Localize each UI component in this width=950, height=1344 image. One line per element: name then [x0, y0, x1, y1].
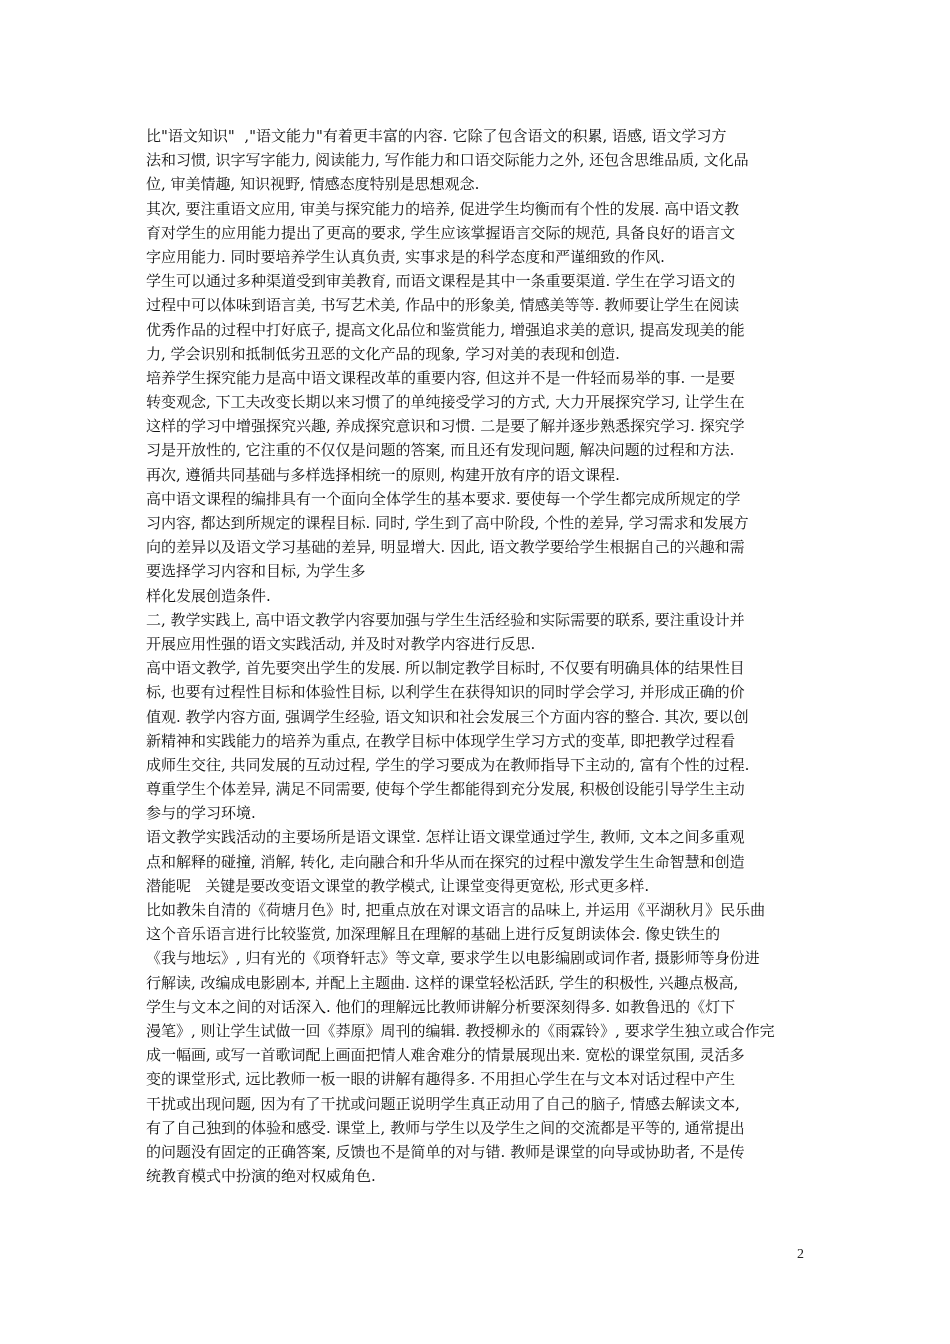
page-number: 2 — [797, 1247, 804, 1262]
text-line: 法和习惯, 识字写字能力, 阅读能力, 写作能力和口语交际能力之外, 还包含思维品质, 文化品 — [146, 151, 749, 170]
text-line: 高中语文教学, 首先要突出学生的发展. 所以制定教学目标时, 不仅要有明确具体的结果性目 — [146, 659, 745, 678]
text-line: 《我与地坛》, 归有光的《项脊轩志》等文章, 要求学生以电影编剧或词作者, 摄影师等身份进 — [146, 949, 760, 968]
text-line: 干扰或出现问题, 因为有了干扰或问题正说明学生真正动用了自己的脑子, 情感去解读文本, — [146, 1094, 740, 1113]
text-line: 学生可以通过多种渠道受到审美教育, 而语文课程是其中一条重要渠道. 学生在学习语文的 — [146, 272, 736, 291]
text-line: 这样的学习中增强探究兴趣, 养成探究意识和习惯. 二是要了解并逐步熟悉探究学习. 探究学 — [146, 417, 745, 436]
document-body-text — [146, 124, 818, 1188]
text-line: 样化发展创造条件. — [146, 586, 271, 605]
text-line: 新精神和实践能力的培养为重点, 在教学目标中体现学生学习方式的变革, 即把教学过程看 — [146, 731, 736, 750]
text-line: 行解读, 改编成电影剧本, 并配上主题曲. 这样的课堂轻松活跃, 学生的积极性, 兴趣点极高, — [146, 973, 739, 992]
text-line: 高中语文课程的编排具有一个面向全体学生的基本要求. 要使每一个学生都完成所规定的学 — [146, 489, 741, 508]
text-line: 成师生交往, 共同发展的互动过程, 学生的学习要成为在教师指导下主动的, 富有个性的过程. — [146, 755, 750, 774]
text-line: 学生与文本之间的对话深入. 他们的理解远比教师讲解分析要深刻得多. 如教鲁迅的《灯下 — [146, 997, 736, 1016]
text-line: 这个音乐语言进行比较鉴赏, 加深理解且在理解的基础上进行反复朗读体会. 像史铁生的 — [146, 925, 721, 944]
text-line: 变的课堂形式, 远比教师一板一眼的讲解有趣得多. 不用担心学生在与文本对话过程中产生 — [146, 1070, 736, 1089]
text-line: 比如教朱自清的《荷塘月色》时, 把重点放在对课文语言的品味上, 并运用《平湖秋月》民乐曲 — [146, 901, 766, 919]
text-line: 转变观念, 下工夫改变长期以来习惯了的单纯接受学习的方式, 大力开展探究学习, 让学生在 — [146, 393, 745, 412]
text-line: 统教育模式中扮演的绝对权威角色. — [146, 1167, 376, 1186]
text-line: 培养学生探究能力是高中语文课程改革的重要内容, 但这并不是一件轻而易举的事. 一是要 — [146, 368, 736, 387]
text-line: 位, 审美情趣, 知识视野, 情感态度特别是思想观念. — [146, 175, 480, 194]
text-line: 要选择学习内容和目标, 为学生多 — [146, 562, 366, 581]
text-line: 点和解释的碰撞, 消解, 转化, 走向融合和升华从而在探究的过程中激发学生生命智慧和创造 — [146, 852, 745, 871]
text-line: 成一幅画, 或写一首歌词配上画面把情人难舍难分的情景展现出来. 宽松的课堂氛围, 灵活多 — [146, 1046, 745, 1065]
text-line: 其次, 要注重语文应用, 审美与探究能力的培养, 促进学生均衡而有个性的发展. 高中语文教 — [146, 199, 740, 218]
text-line: 参与的学习环境. — [146, 804, 256, 823]
text-line: 过程中可以体味到语言美, 书写艺术美, 作品中的形象美, 情感美等等. 教师要让学生在阅读 — [146, 296, 740, 315]
text-line: 值观. 教学内容方面, 强调学生经验, 语文知识和社会发展三个方面内容的整合. 其次, 要以创 — [146, 707, 749, 726]
text-line: 比"语文知识" ,"语文能力"有着更丰富的内容. 它除了包含语文的积累, 语感, 语文学习方 — [146, 127, 727, 145]
text-line: 力, 学会识别和抵制低劣丑恶的文化产品的现象, 学习对美的表现和创造. — [146, 344, 620, 363]
text-line: 尊重学生个体差异, 满足不同需要, 使每个学生都能得到充分发展, 积极创设能引导学生主动 — [146, 780, 745, 799]
text-line: 的问题没有固定的正确答案, 反馈也不是简单的对与错. 教师是课堂的向导或协助者, 不是传 — [146, 1142, 745, 1161]
text-line: 漫笔》, 则让学生试做一回《莽原》周刊的编辑. 教授柳永的《雨霖铃》, 要求学生独立或合作完 — [146, 1021, 775, 1040]
text-line: 语文教学实践活动的主要场所是语文课堂. 怎样让语文课堂通过学生, 教师, 文本之间多重观 — [146, 828, 745, 847]
text-line: 育对学生的应用能力提出了更高的要求, 学生应该掌握语言交际的规范, 具备良好的语言文 — [146, 223, 736, 242]
text-line: 向的差异以及语文学习基础的差异, 明显增大. 因此, 语文教学要给学生根据自己的兴趣和需 — [146, 538, 745, 557]
text-line: 开展应用性强的语文实践活动, 并及时对教学内容进行反思. — [146, 634, 536, 653]
text-line: 习是开放性的, 它注重的不仅仅是问题的答案, 而且还有发现问题, 解决问题的过程和方法. — [146, 441, 735, 460]
text-line: 潜能呢 关键是要改变语文课堂的教学模式, 让课堂变得更宽松, 形式更多样. — [146, 876, 650, 895]
text-line: 二, 教学实践上, 高中语文教学内容要加强与学生生活经验和实际需要的联系, 要注重设计并 — [146, 610, 745, 629]
text-line: 有了自己独到的体验和感受. 课堂上, 教师与学生以及学生之间的交流都是平等的, 通常提出 — [146, 1118, 745, 1137]
text-line: 字应用能力. 同时要培养学生认真负责, 实事求是的科学态度和严谨细致的作风. — [146, 247, 665, 266]
text-line: 习内容, 都达到所规定的课程目标. 同时, 学生到了高中阶段, 个性的差异, 学习需求和发展方 — [146, 514, 749, 532]
text-line: 再次, 遵循共同基础与多样选择相统一的原则, 构建开放有序的语文课程. — [146, 465, 620, 484]
text-line: 标, 也要有过程性目标和体验性目标, 以利学生在获得知识的同时学会学习, 并形成正确的价 — [146, 683, 745, 702]
text-line: 优秀作品的过程中打好底子, 提高文化品位和鉴赏能力, 增强追求美的意识, 提高发现美的能 — [146, 320, 745, 339]
